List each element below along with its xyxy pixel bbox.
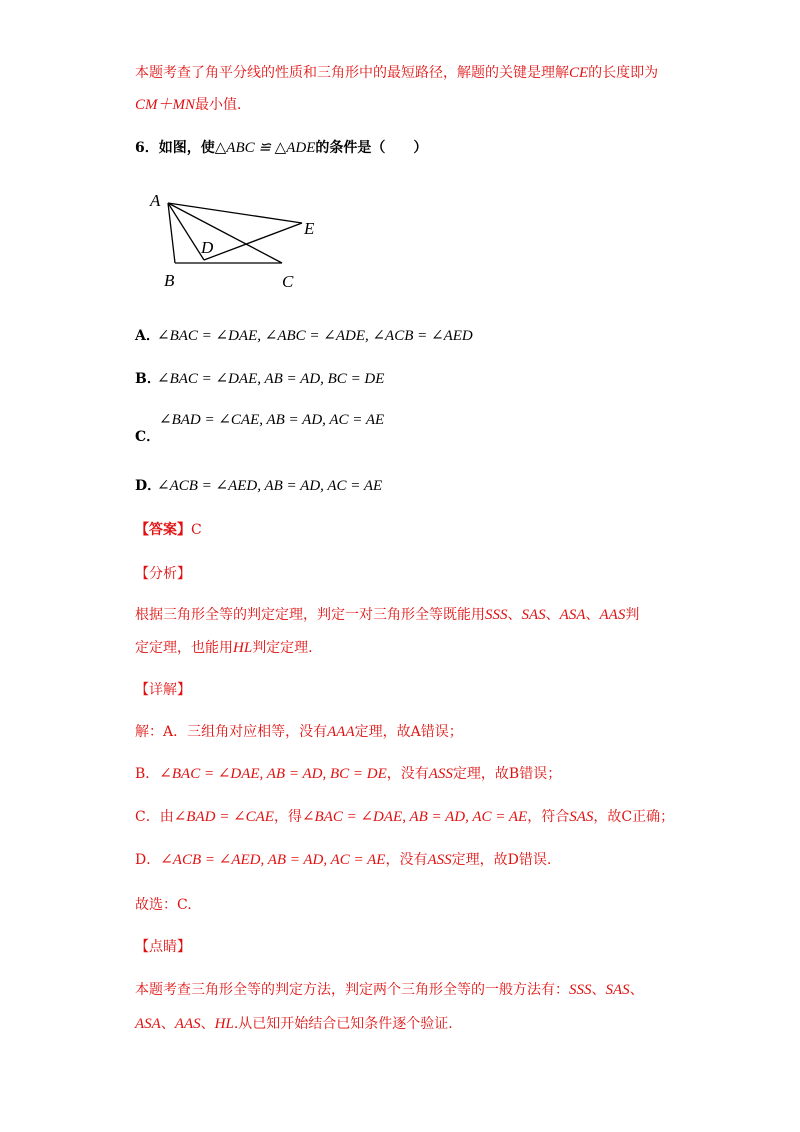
vertex-label-d: D <box>201 238 214 257</box>
answer-line <box>135 520 202 540</box>
option-label: B． <box>135 371 161 387</box>
detail-text: D． <box>135 852 161 868</box>
detail-math: ∠BAD = ∠CAE <box>173 809 274 825</box>
math-sss: SSS <box>485 607 508 623</box>
detail-text: C．由 <box>135 809 174 825</box>
intro-math-sum: CM＋MN <box>135 97 196 113</box>
math-aaa: AAA <box>327 724 355 740</box>
analysis-line-2 <box>135 638 313 658</box>
intro-line-2 <box>135 95 251 115</box>
detail-choice: 故选：C. <box>135 897 192 913</box>
intro-text: 的长度即为 <box>588 65 659 81</box>
option-d <box>135 476 382 496</box>
analysis-text: 定定理，也能用 <box>135 640 233 656</box>
question-math: △ABC ≌ △ADE <box>214 140 316 156</box>
option-math: ∠BAC = ∠DAE, AB = AD, BC = DE <box>157 371 385 387</box>
comment-line-1 <box>135 980 644 1000</box>
option-label: D． <box>135 478 162 494</box>
detail-line-c <box>135 807 674 827</box>
option-math: ∠BAD = ∠CAE, AB = AD, AC = AE <box>159 412 385 428</box>
option-b <box>135 369 384 389</box>
option-label: A． <box>135 328 160 344</box>
math-aas: AAS <box>174 1016 201 1032</box>
question-number: 6．如图，使 <box>135 140 215 156</box>
option-a <box>135 326 473 346</box>
vertex-label-c: C <box>282 272 294 291</box>
separator: 、 <box>507 607 522 623</box>
detail-line-d <box>135 850 551 870</box>
comment-text: .从已知开始结合已知条件逐个验证. <box>233 1016 453 1032</box>
intro-math-ce: CE <box>569 65 589 81</box>
detail-line-b <box>135 764 561 784</box>
intro-text: 最小值． <box>195 97 252 113</box>
analysis-line-1 <box>135 605 639 625</box>
detail-text: 定理，故D错误. <box>451 852 552 868</box>
intro-text: 本题考查了角平分线的性质和三角形中的最短路径，解题的关键是理解 <box>135 65 569 81</box>
math-sas: SAS <box>569 809 594 825</box>
answer-heading: 【答案】 <box>135 522 191 538</box>
detail-text: ，没有 <box>386 766 429 782</box>
separator: 、 <box>591 982 606 998</box>
option-c <box>135 410 435 446</box>
separator: 、 <box>629 982 644 998</box>
detail-math: ∠BAC = ∠DAE, AB = AD, AC = AE <box>301 809 528 825</box>
intro-line-1 <box>135 63 658 83</box>
math-ass: ASS <box>428 766 453 782</box>
comment-line-2 <box>135 1014 453 1034</box>
segment-de <box>204 223 302 260</box>
comment-text: 本题考查三角形全等的判定方法，判定两个三角形全等的一般方法有： <box>135 982 569 998</box>
math-sas: SAS <box>521 607 546 623</box>
comment-heading: 【点睛】 <box>135 939 191 955</box>
analysis-text: 根据三角形全等的判定定理，判定一对三角形全等既能用 <box>135 607 485 623</box>
math-ass: ASS <box>427 852 452 868</box>
detail-heading: 【详解】 <box>135 682 191 698</box>
analysis-text: 判 <box>625 607 640 623</box>
question-stem <box>135 138 427 158</box>
answer-value: C <box>191 522 202 538</box>
detail-text: ，符合 <box>527 809 570 825</box>
math-asa: ASA <box>559 607 586 623</box>
separator: 、 <box>545 607 560 623</box>
detail-text: ，得 <box>273 809 302 825</box>
question-tail: 的条件是（ ） <box>315 140 428 156</box>
vertex-label-e: E <box>304 219 315 238</box>
detail-math: ∠BAC = ∠DAE, AB = AD, BC = DE <box>159 766 387 782</box>
detail-text: B． <box>135 766 160 782</box>
detail-text: 定理，故A错误； <box>354 724 463 740</box>
vertex-label-b: B <box>164 271 175 290</box>
detail-math: ∠ACB = ∠AED, AB = AD, AC = AE <box>160 852 386 868</box>
math-sss: SSS <box>569 982 592 998</box>
option-math: ∠BAC = ∠DAE, ∠ABC = ∠ADE, ∠ACB = ∠AED <box>157 328 473 344</box>
math-sas: SAS <box>605 982 630 998</box>
math-asa: ASA <box>135 1016 161 1032</box>
detail-text: 解：A．三组角对应相等，没有 <box>135 724 328 740</box>
detail-text: 定理，故B错误； <box>452 766 562 782</box>
math-hl: HL <box>214 1016 234 1032</box>
math-aas: AAS <box>599 607 626 623</box>
detail-line-a <box>135 722 463 742</box>
triangle-figure <box>140 185 340 295</box>
vertex-label-a: A <box>150 191 161 210</box>
detail-text: ，没有 <box>385 852 428 868</box>
analysis-text: 判定定理. <box>252 640 313 656</box>
separator: 、 <box>585 607 600 623</box>
option-label: C． <box>135 429 161 445</box>
detail-text: ，故C正确； <box>593 809 675 825</box>
separator: 、 <box>160 1016 175 1032</box>
option-math: ∠ACB = ∠AED, AB = AD, AC = AE <box>157 478 383 494</box>
math-hl: HL <box>233 640 253 656</box>
separator: 、 <box>200 1016 215 1032</box>
analysis-heading: 【分析】 <box>135 566 191 582</box>
